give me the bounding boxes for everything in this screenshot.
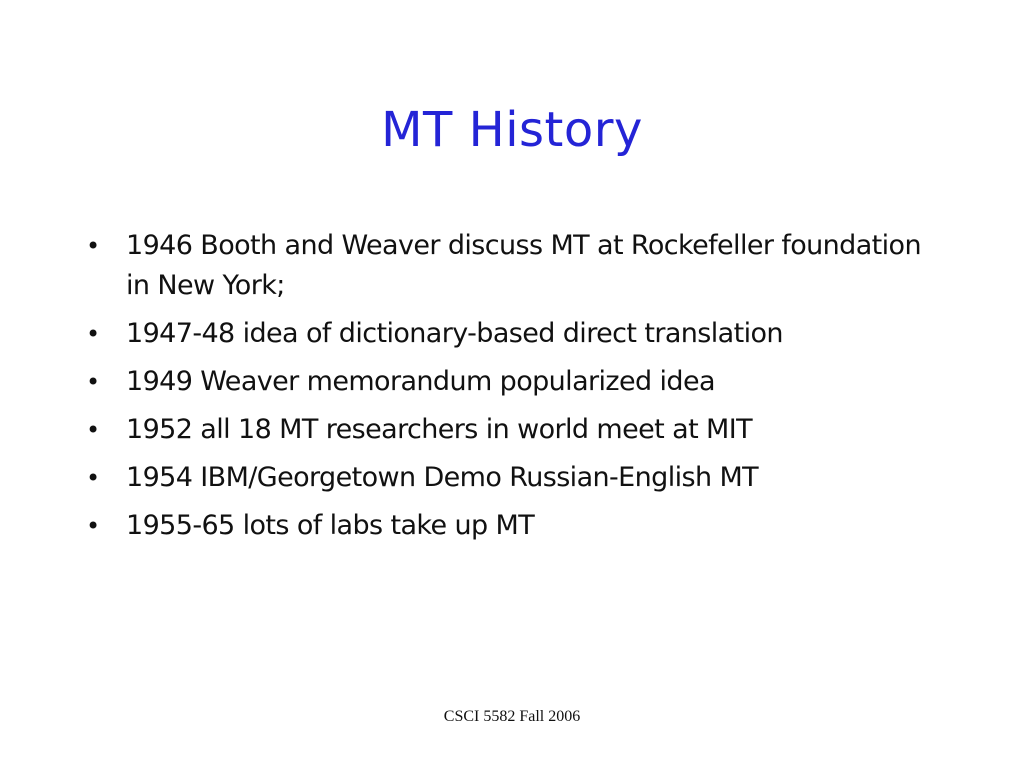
bullet-list xyxy=(84,226,944,554)
bullet-text: 1954 IBM/Georgetown Demo Russian-English MT xyxy=(126,462,759,493)
bullet-item xyxy=(84,362,944,402)
bullet-marker: • xyxy=(86,232,100,260)
bullet-text: 1952 all 18 MT researchers in world meet at MIT xyxy=(126,414,752,445)
bullet-item xyxy=(84,506,944,546)
bullet-item xyxy=(84,314,944,354)
bullet-text: 1947-48 idea of dictionary-based direct translation xyxy=(126,318,783,349)
bullet-text: 1955-65 lots of labs take up MT xyxy=(126,510,535,541)
bullet-item xyxy=(84,226,944,306)
bullet-text: 1949 Weaver memorandum popularized idea xyxy=(126,366,715,397)
bullet-marker: • xyxy=(86,368,100,396)
bullet-item xyxy=(84,458,944,498)
slide-footer: CSCI 5582 Fall 2006 xyxy=(443,708,581,725)
bullet-marker: • xyxy=(86,512,100,540)
bullet-text: 1946 Booth and Weaver discuss MT at Rockefeller foundation in New York; xyxy=(126,230,921,301)
bullet-marker: • xyxy=(86,416,100,444)
bullet-marker: • xyxy=(86,320,100,348)
bullet-marker: • xyxy=(86,464,100,492)
bullet-item xyxy=(84,410,944,450)
slide-title: MT History xyxy=(381,102,643,158)
